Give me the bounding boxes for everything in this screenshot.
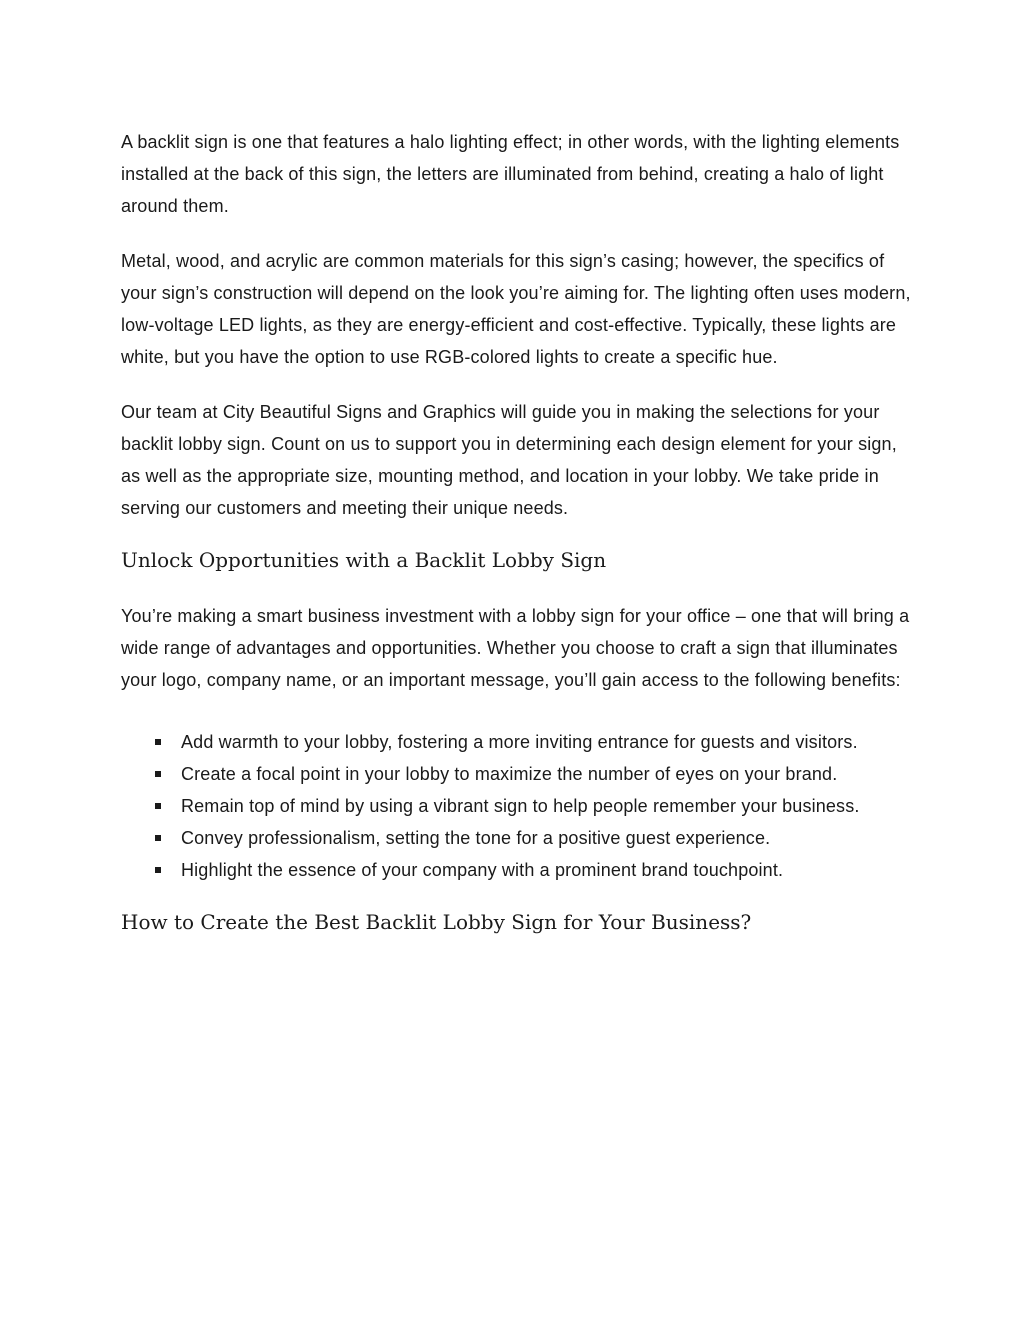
heading-how-to-create: How to Create the Best Backlit Lobby Sign for Your Business? [121,910,752,934]
benefits-intro-paragraph: You’re making a smart business investment with a lobby sign for your office – one that will bring a wide range of advantages and opportunities. Whether you choose to craft a sign that illuminates your logo, company name, or an important message, you’ll gain access to the following benefits: [121,606,910,690]
square-bullet-icon [155,739,161,745]
intro-paragraph-team: Our team at City Beautiful Signs and Graphics will guide you in making the selections for your backlit lobby sign. Count on us to support you in determining each design element for your sign, as well as the appropriate size, mounting method, and location in your lobby. We take pride in serving our customers and meeting their unique needs. [121,402,897,518]
document-content [121,126,911,962]
list-item [121,726,911,758]
benefits-list [121,726,911,886]
list-item-text: Convey professionalism, setting the tone for a positive guest experience. [181,828,771,848]
list-item-text: Create a focal point in your lobby to maximize the number of eyes on your brand. [181,764,838,784]
square-bullet-icon [155,803,161,809]
list-item [121,854,911,886]
intro-paragraph-materials: Metal, wood, and acrylic are common materials for this sign’s casing; however, the specifics of your sign’s construction will depend on the look you’re aiming for. The lighting often uses modern, low-voltage LED lights, as they are energy-efficient and cost-effective. Typically, these lights are white, but you have the option to use RGB-colored lights to create a specific hue. [121,251,911,367]
list-item [121,790,911,822]
square-bullet-icon [155,867,161,873]
list-item [121,758,911,790]
square-bullet-icon [155,835,161,841]
list-item [121,822,911,854]
list-item-text: Remain top of mind by using a vibrant sign to help people remember your business. [181,796,860,816]
intro-paragraph-backlit-definition: A backlit sign is one that features a halo lighting effect; in other words, with the lighting elements installed at the back of this sign, the letters are illuminated from behind, creating a halo of light around them. [121,132,900,216]
list-item-text: Add warmth to your lobby, fostering a more inviting entrance for guests and visitors. [181,732,858,752]
list-item-text: Highlight the essence of your company with a prominent brand touchpoint. [181,860,784,880]
square-bullet-icon [155,771,161,777]
heading-unlock-opportunities: Unlock Opportunities with a Backlit Lobby Sign [121,548,607,572]
